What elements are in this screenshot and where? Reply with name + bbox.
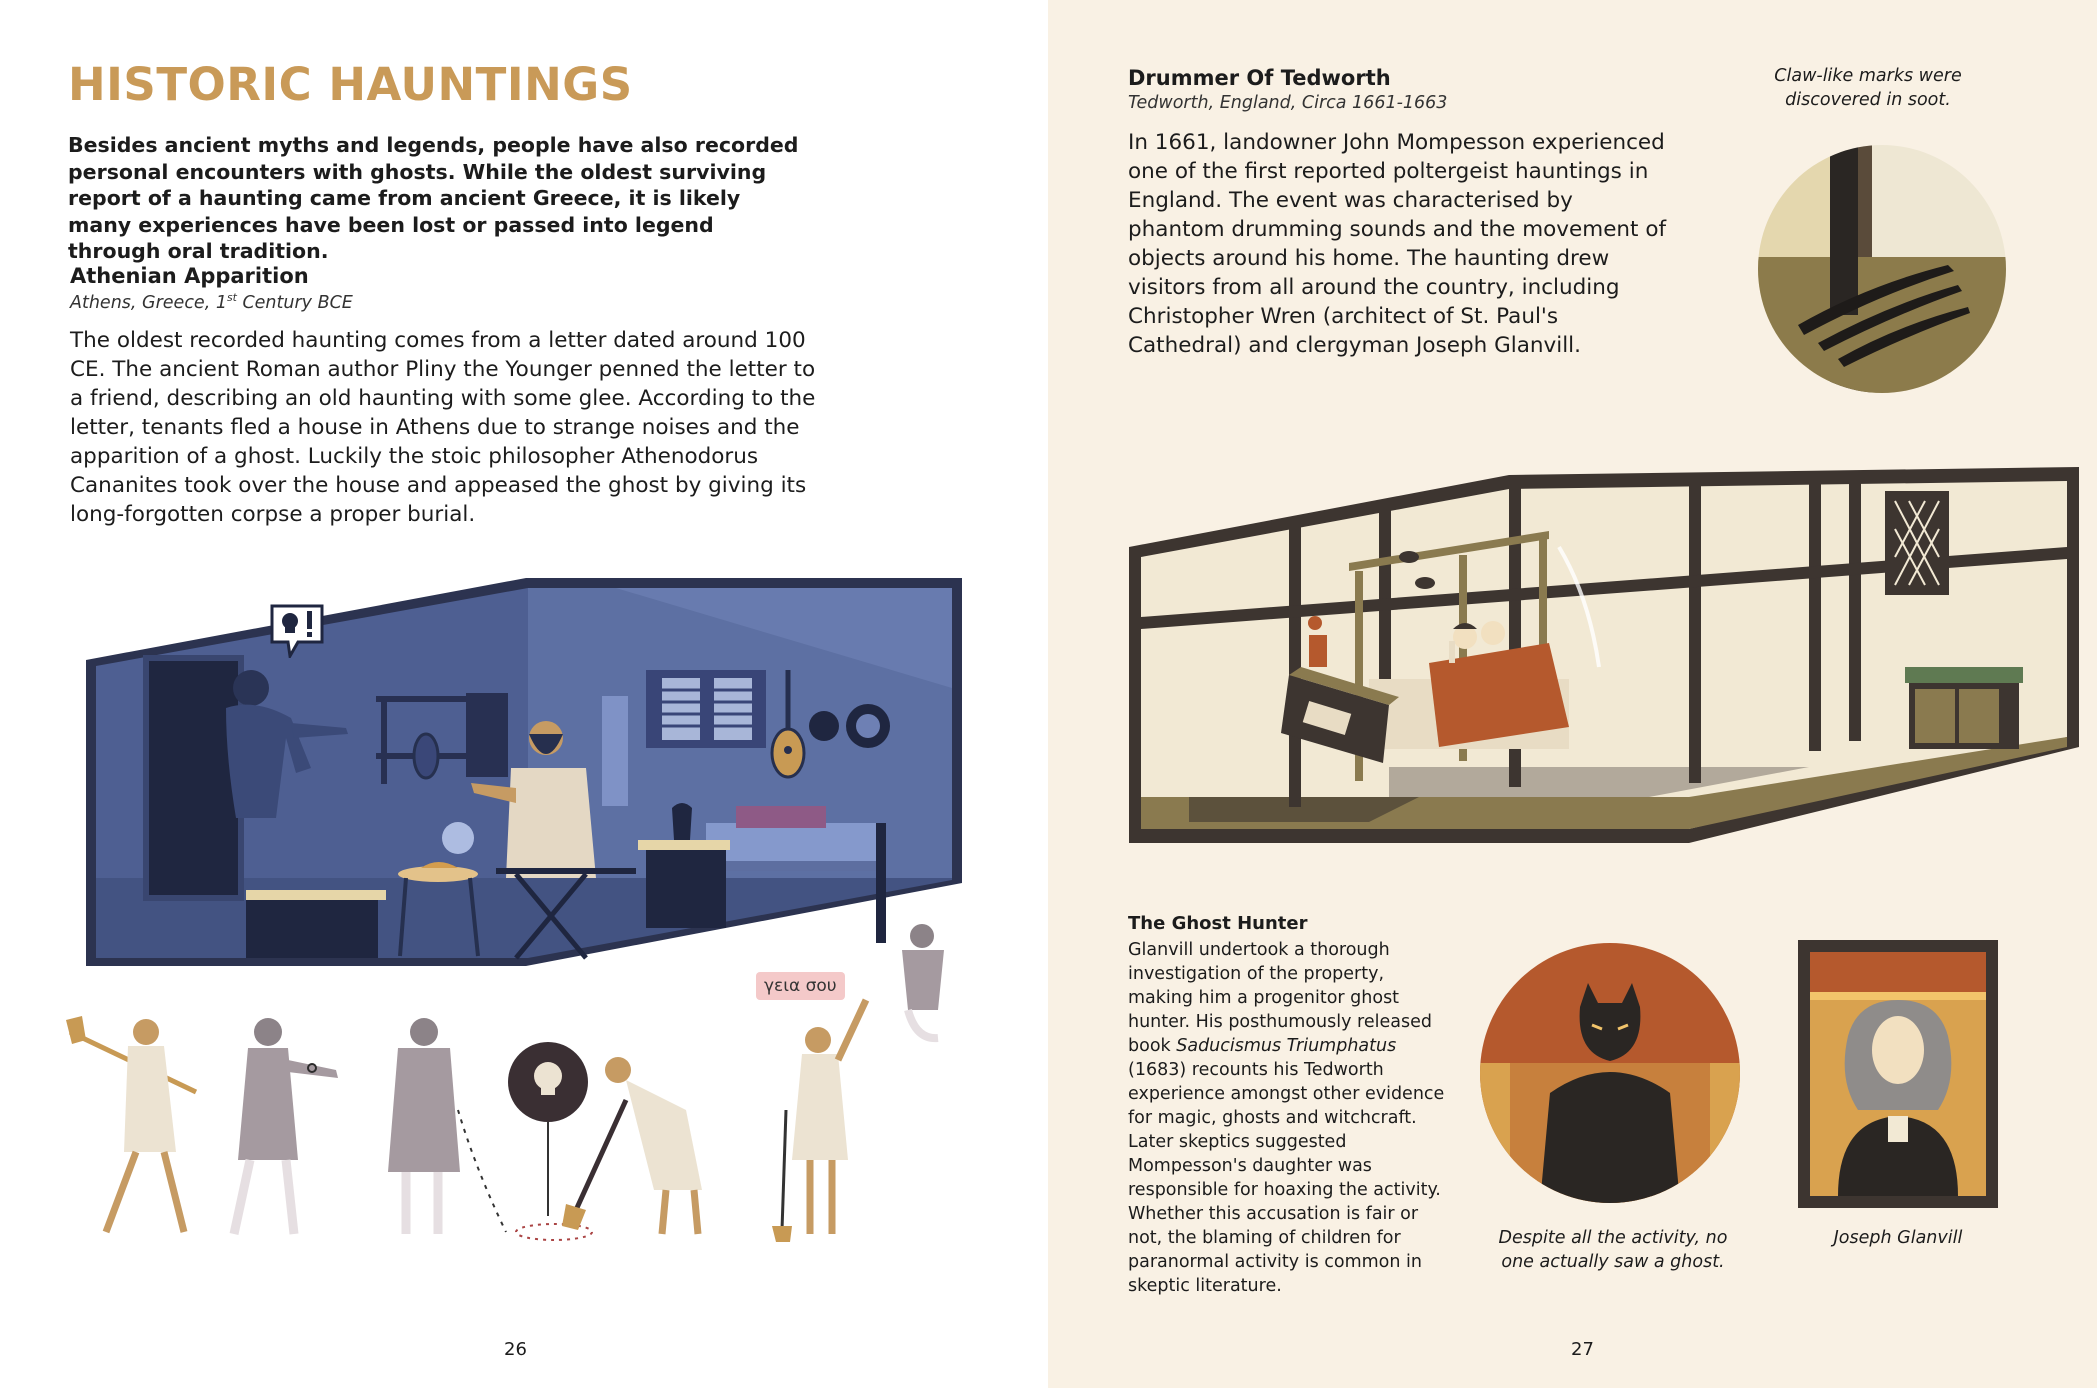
ghost-hunter-text-a: Glanvill undertook a thorough investigation of the property, making him a progenitor ghost hunter. His posthumously released book bbox=[1128, 940, 1432, 1056]
subtitle-era: Century BCE bbox=[236, 292, 353, 313]
section-body-drummer: In 1661, landowner John Mompesson experienced one of the first reported poltergeist hauntings in England. The event was characterised by phantom drumming sounds and the movement of objects around his home. The haunting drew visitors from all around the country, including Christopher Wren (architect of St. Paul's Cathedral) and clergyman Joseph Glanvill. bbox=[1128, 130, 1667, 358]
athenodorus-story-strip bbox=[66, 920, 976, 1260]
intro-paragraph: Besides ancient myths and legends, people have also recorded personal encounters with ghosts. While the oldest surviving report of a haunting came from ancient Greece, it is likely many experiences have been lost or passed into legend through oral tradition. bbox=[68, 133, 799, 263]
athens-room-illustration bbox=[86, 578, 962, 966]
section-subtitle-athenian bbox=[70, 291, 353, 313]
subtitle-place: Athens, Greece, 1 bbox=[70, 292, 227, 313]
dark-figure-illustration bbox=[1480, 943, 1740, 1203]
section-heading-athenian: Athenian Apparition bbox=[70, 264, 309, 288]
section-subtitle-drummer: Tedworth, England, Circa 1661-1663 bbox=[1128, 93, 1448, 113]
caption-no-ghost: Despite all the activity, no one actually saw a ghost. bbox=[1498, 1228, 1728, 1272]
page-number-right: 27 bbox=[1571, 1339, 1594, 1360]
tedworth-bedroom-illustration bbox=[1129, 467, 2079, 843]
section-body-ghost-hunter bbox=[1128, 938, 1448, 1298]
page-title: HISTORIC HAUNTINGS bbox=[68, 58, 633, 111]
section-heading-drummer: Drummer Of Tedworth bbox=[1128, 66, 1391, 90]
speech-bubble: γεια σου bbox=[756, 972, 845, 1000]
subtitle-ordinal: st bbox=[226, 291, 237, 304]
skull-exclamation-icon bbox=[268, 602, 326, 658]
soot-claw-marks-illustration bbox=[1758, 145, 2006, 393]
section-heading-ghost-hunter: The Ghost Hunter bbox=[1128, 913, 1308, 934]
left-page bbox=[0, 0, 1048, 1388]
caption-claw-marks: Claw-like marks were discovered in soot. bbox=[1774, 66, 1962, 110]
book-title: Saducismus Triumphatus bbox=[1176, 1036, 1397, 1056]
ghost-hunter-text-b: (1683) recounts his Tedworth experience amongst other evidence for magic, ghosts and witchcraft. Later skeptics suggested Mompesson's daughter was responsible for hoaxing the activity. Whether this accusation is fair or not, the blaming of children for paranormal activity is common in skeptic literature. bbox=[1128, 1060, 1445, 1296]
joseph-glanvill-portrait bbox=[1798, 940, 1998, 1208]
page-number-left: 26 bbox=[504, 1339, 527, 1360]
caption-glanvill: Joseph Glanvill bbox=[1833, 1228, 1963, 1248]
section-body-athenian: The oldest recorded haunting comes from a letter dated around 100 CE. The ancient Roman author Pliny the Younger penned the letter to a friend, describing an old haunting with some glee. According to the letter, tenants fled a house in Athens due to strange noises and the apparition of a ghost. Luckily the stoic philosopher Athenodorus Cananites took over the house and appeased the ghost by giving its long-forgotten corpse a proper burial. bbox=[70, 328, 816, 527]
right-page bbox=[1048, 0, 2097, 1388]
